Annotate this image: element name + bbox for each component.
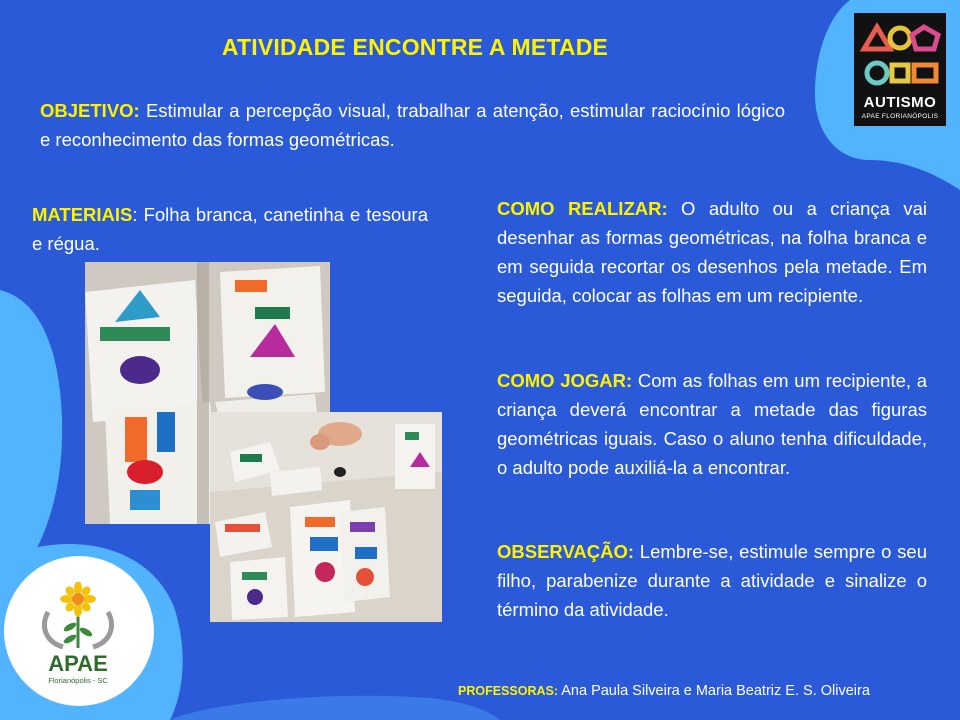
objetivo-label: OBJETIVO: <box>40 100 140 121</box>
observacao-label: OBSERVAÇÃO: <box>497 541 635 562</box>
como-jogar-paragraph <box>497 366 927 482</box>
como-realizar-label: COMO REALIZAR: <box>497 198 668 219</box>
professoras-names: Ana Paula Silveira e Maria Beatriz E. S. Oliveira <box>558 683 870 699</box>
activity-photo-table <box>210 412 442 622</box>
observacao-paragraph <box>497 537 927 624</box>
como-realizar-text: O adulto ou a criança vai desenhar as formas geométricas, na folha branca e em seguida recortar os desenhos pela metade. Em seguida, colocar as folhas em um recipiente. <box>497 198 927 306</box>
professoras-label: PROFESSORAS: <box>458 684 559 698</box>
como-jogar-label: COMO JOGAR: <box>497 370 633 391</box>
materiais-text: : Folha branca, canetinha e tesoura e régua. <box>32 204 428 254</box>
autismo-shapes-icon <box>854 13 946 93</box>
materiais-label: MATERIAIS <box>32 204 133 225</box>
page-title: ATIVIDADE ENCONTRE A METADE <box>221 34 609 60</box>
como-realizar-paragraph <box>497 194 927 310</box>
como-jogar-text: Com as folhas em um recipiente, a criança deverá encontrar a metade das figuras geométricas iguais. Caso o aluno tenha dificuldade, o adulto pode auxiliá-la a encontrar. <box>497 370 927 478</box>
apae-flower-icon <box>38 582 118 652</box>
apae-name: APAE <box>48 651 108 676</box>
objetivo-paragraph <box>40 96 785 154</box>
apae-city: Florianópolis - SC <box>48 676 108 685</box>
objetivo-text: Estimular a percepção visual, trabalhar a atenção, estimular raciocínio lógico e reconhecimento das formas geométricas. <box>40 100 785 150</box>
materiais-paragraph <box>32 200 428 258</box>
professoras-credit <box>458 683 870 699</box>
bottom-strip <box>170 696 500 720</box>
autismo-logo <box>854 13 946 126</box>
autismo-subtitle: APAE FLORIANÓPOLIS <box>861 113 939 120</box>
autismo-name: AUTISMO <box>863 94 937 111</box>
observacao-text: Lembre-se, estimule sempre o seu filho, parabenize durante a atividade e sinalize o término da atividade. <box>497 541 927 620</box>
